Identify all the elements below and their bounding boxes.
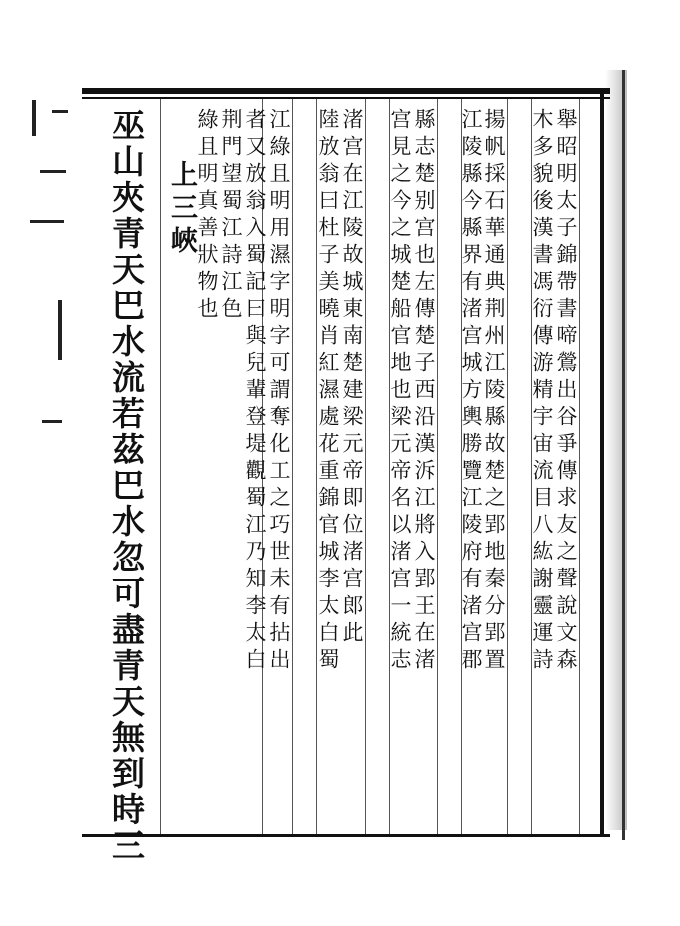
poem-title: 上三峽 (166, 160, 197, 259)
commentary-column: 江綠且明用濕字明字可謂奪化工之巧世未有拈出 (267, 108, 291, 675)
margin-stroke (42, 420, 62, 423)
poem-text-column: 巫山夾青天巴水流若茲巴水忽可盡青天無到時三 (107, 108, 146, 864)
commentary-column: 者又放翁入蜀記曰與兒輩登堤觀蜀江乃知李太白 (243, 108, 267, 675)
frame-top-border (82, 88, 610, 94)
column-rule (437, 99, 438, 834)
commentary-column: 綠且明真善狀物也 (195, 108, 219, 324)
column-rule (507, 99, 508, 834)
commentary-column: 舉昭明太子錦帶書啼鶯出谷爭傳求友之聲說文森 (554, 108, 578, 675)
column-rule (292, 99, 293, 834)
commentary-column: 陸放翁曰杜子美曉肖紅濕處花重錦官城李太白蜀 (316, 108, 340, 675)
frame-bottom-border (82, 834, 610, 837)
margin-stroke (30, 220, 64, 223)
frame-right-border (600, 88, 604, 837)
commentary-column: 揚帆採石華通典荆州江陵縣故楚之郢地秦分郢置 (482, 108, 506, 675)
column-rule (579, 99, 580, 834)
commentary-column: 宫見之今之城楚船官地也梁元帝名以渚宫一統志 (388, 108, 412, 675)
commentary-column: 渚宫在江陵故城東南楚建梁元帝即位渚宫郎此 (340, 108, 364, 648)
margin-stroke (40, 170, 66, 173)
commentary-column: 木多貌後漢書馮衍傳游精宇宙流目八紘謝靈運詩 (530, 108, 554, 675)
commentary-column: 荆門望蜀江詩江色 (219, 108, 243, 324)
commentary-column: 江陵縣今縣界有渚宫城方輿勝覽江陵府有渚宫郡 (459, 108, 483, 675)
margin-fragment (12, 100, 72, 830)
column-rule (365, 99, 366, 834)
margin-stroke (32, 100, 36, 136)
margin-stroke (58, 300, 62, 360)
commentary-column: 縣志楚别宫也左傳楚子西沿漢泝江將入郢王在渚 (412, 108, 436, 675)
margin-stroke (52, 110, 68, 113)
column-rule (160, 99, 161, 834)
page-edge-line (622, 70, 625, 840)
